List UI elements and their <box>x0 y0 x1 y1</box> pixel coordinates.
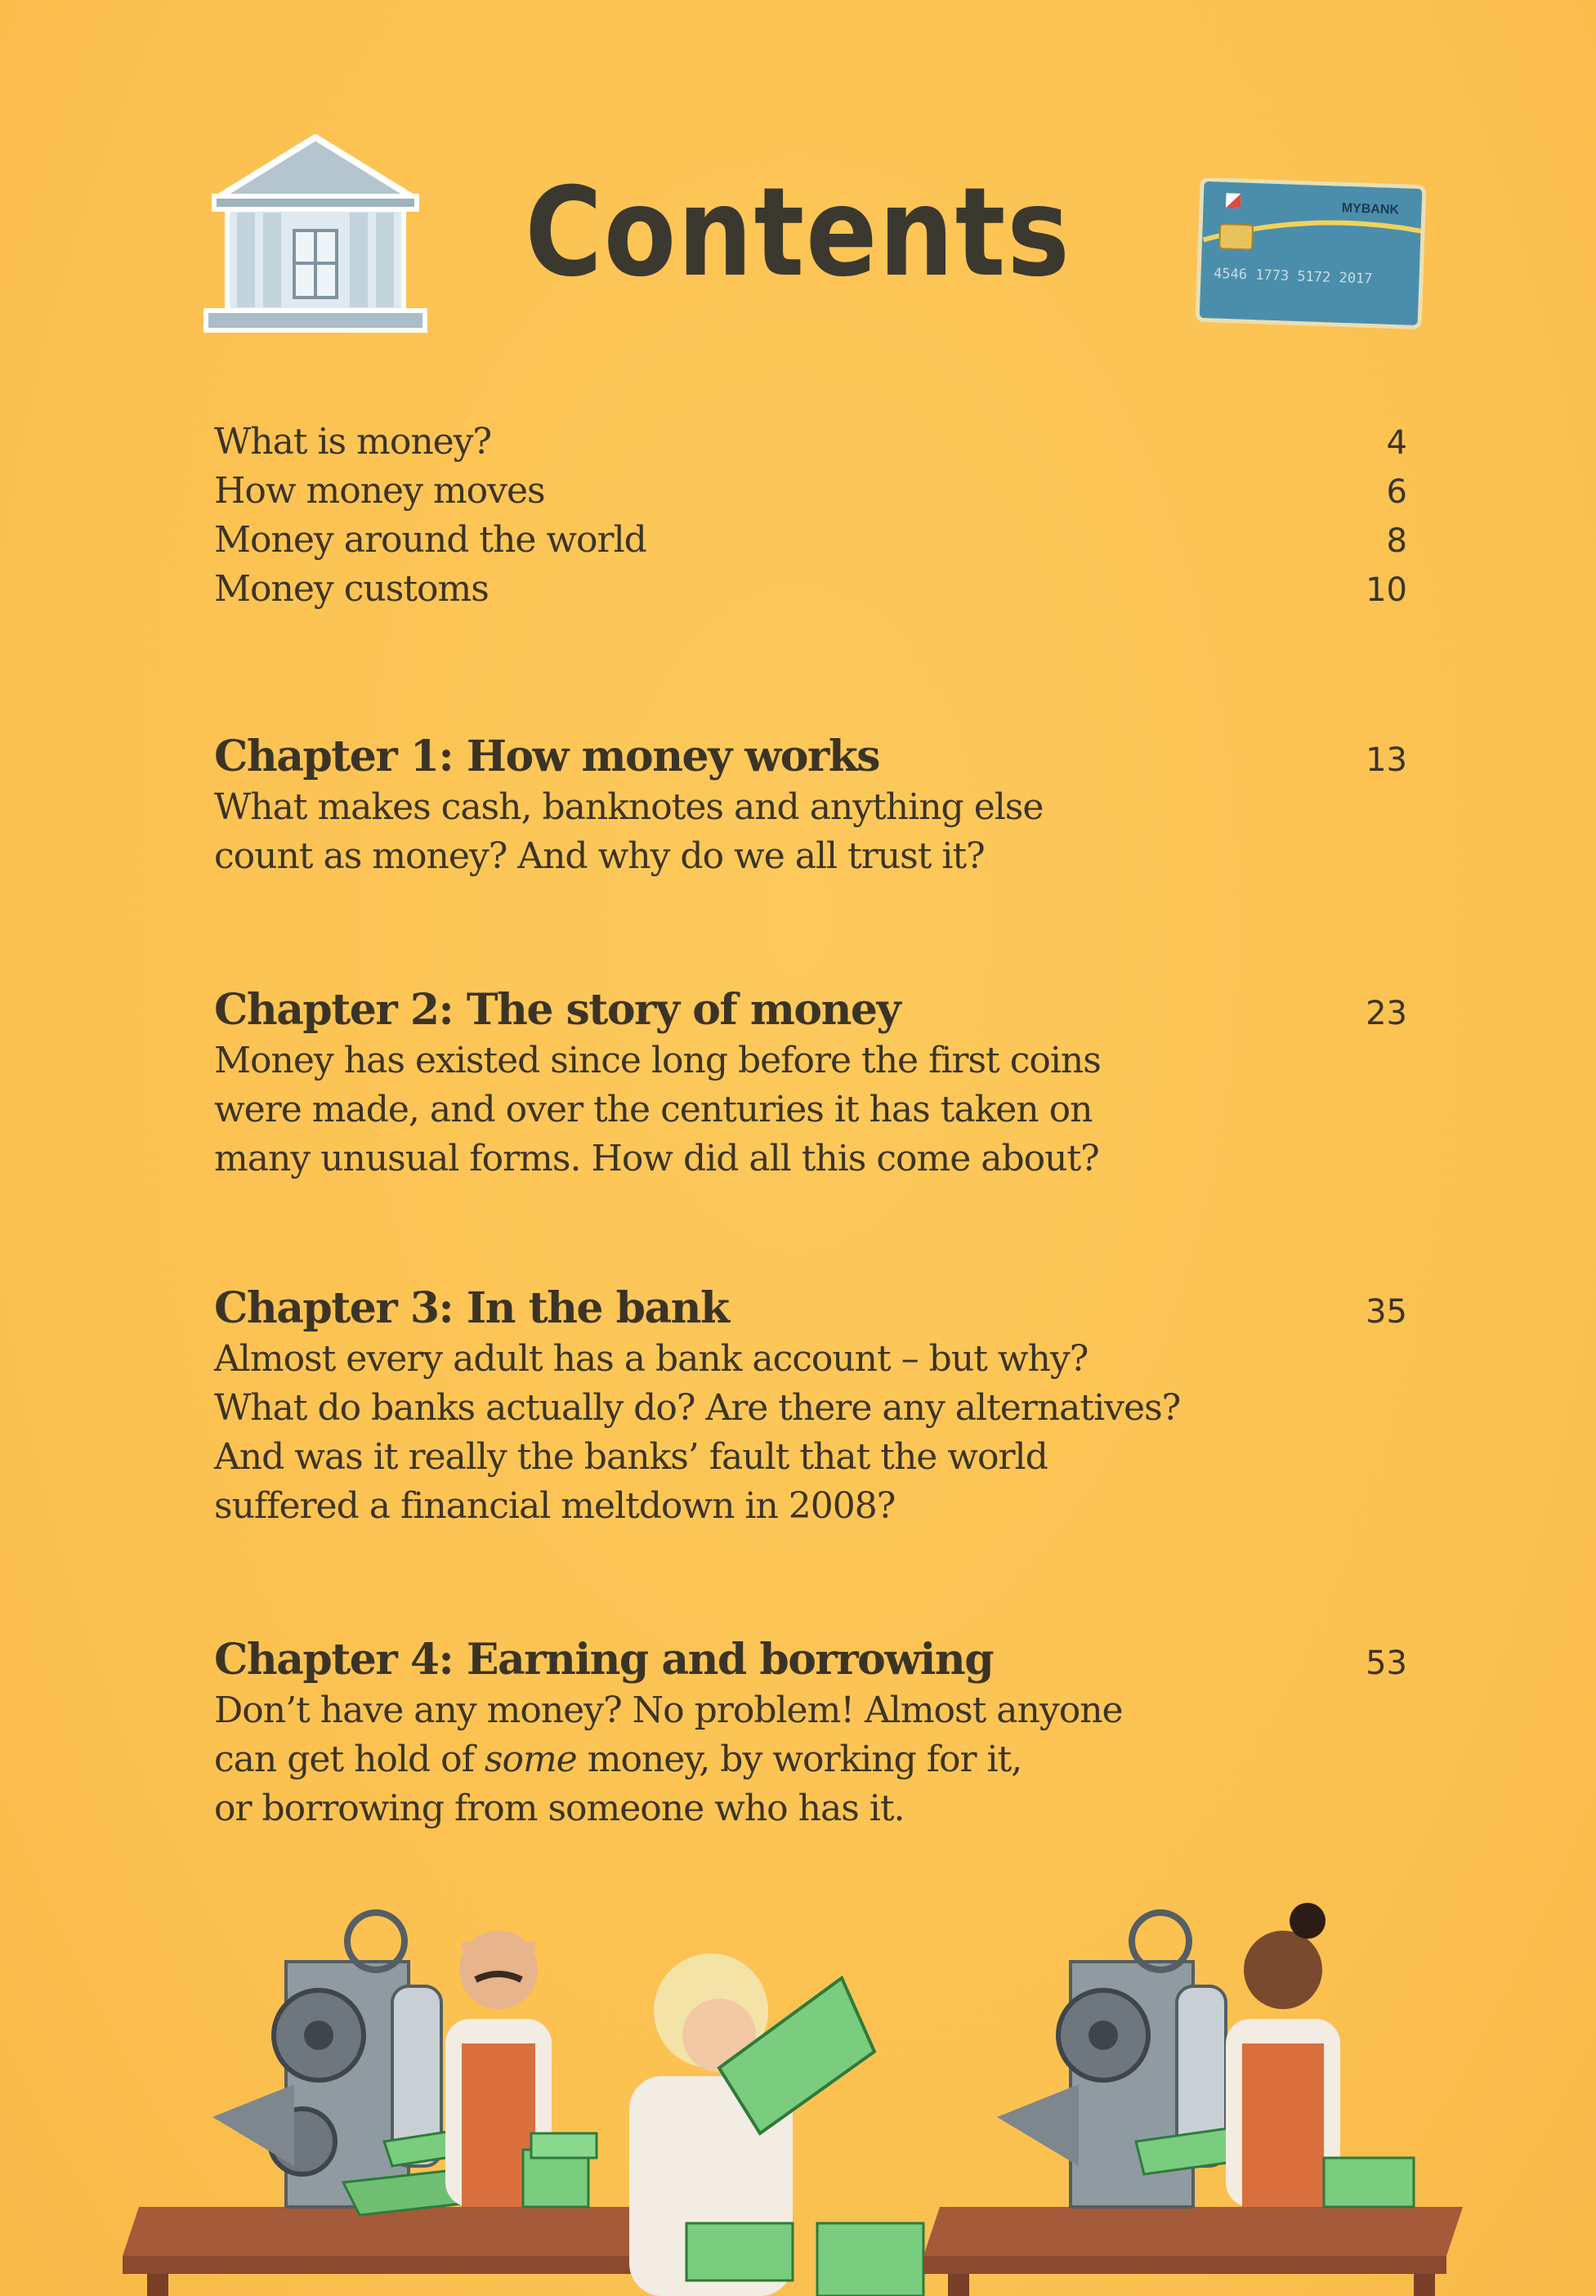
toc-entry[interactable] <box>214 519 1407 568</box>
intro-list <box>214 421 1407 617</box>
chapter-title: Chapter 3: In the bank <box>214 1283 729 1333</box>
chapter-title: Chapter 4: Earning and borrowing <box>214 1635 994 1685</box>
chapter-3[interactable] <box>214 1283 1407 1531</box>
toc-entry-page: 10 <box>1366 571 1407 609</box>
description-text: money, by working for it, or borrowing from someone who has it. <box>214 1739 1022 1829</box>
middle-worker-figure <box>629 1954 923 2296</box>
toc-entry[interactable] <box>214 421 1407 470</box>
toc-entry-page: 8 <box>1386 522 1407 560</box>
right-table <box>923 2207 1463 2296</box>
toc-entry-label: How money moves <box>214 470 545 512</box>
bank-card-icon <box>1195 178 1428 330</box>
description-emphasis: some <box>484 1739 577 1780</box>
toc-entry-label: Money around the world <box>214 519 646 561</box>
toc-entry-page: 6 <box>1386 473 1407 511</box>
chapter-2[interactable] <box>214 985 1407 1184</box>
banknote-stacks <box>523 2133 597 2207</box>
card-number: 4546 1773 5172 2017 <box>1213 265 1373 288</box>
toc-entry-label: What is money? <box>214 421 492 463</box>
money-printing-illustration <box>0 1872 1596 2296</box>
chapter-page: 23 <box>1366 995 1407 1032</box>
chapter-4[interactable] <box>214 1635 1407 1833</box>
chapter-description <box>214 1686 1407 1833</box>
chapter-title: Chapter 2: The story of money <box>214 985 901 1035</box>
chapter-page: 53 <box>1366 1645 1407 1682</box>
right-worker-figure <box>1226 1903 1414 2207</box>
toc-entry[interactable] <box>214 470 1407 519</box>
chapter-description: Money has existed since long before the first coins were made, and over the centuries it has taken on many unusual forms. How did all this come about? <box>214 1040 1101 1179</box>
card-bank-name: MYBANK <box>1341 201 1400 217</box>
chapter-page: 35 <box>1366 1293 1407 1331</box>
toc-entry-label: Money customs <box>214 568 489 610</box>
chapter-description: Almost every adult has a bank account – but why? What do banks actually do? Are there any alternatives? And was it really the banks’ fault that the world suffered a financial meltdown in 2008? <box>214 1338 1181 1527</box>
chapter-page: 13 <box>1366 741 1407 779</box>
toc-entry-page: 4 <box>1386 424 1407 462</box>
chapter-title: Chapter 1: How money works <box>214 732 880 781</box>
page-title: Contents <box>525 162 1071 304</box>
description-text: Don’t have any money? No problem! Almost anyone can get hold of <box>214 1690 1123 1780</box>
toc-entry[interactable] <box>214 568 1407 617</box>
chapter-description: What makes cash, banknotes and anything else count as money? And why do we all trust it? <box>214 786 1044 877</box>
chapter-1[interactable] <box>214 732 1407 881</box>
right-printing-machine <box>997 1913 1263 2207</box>
